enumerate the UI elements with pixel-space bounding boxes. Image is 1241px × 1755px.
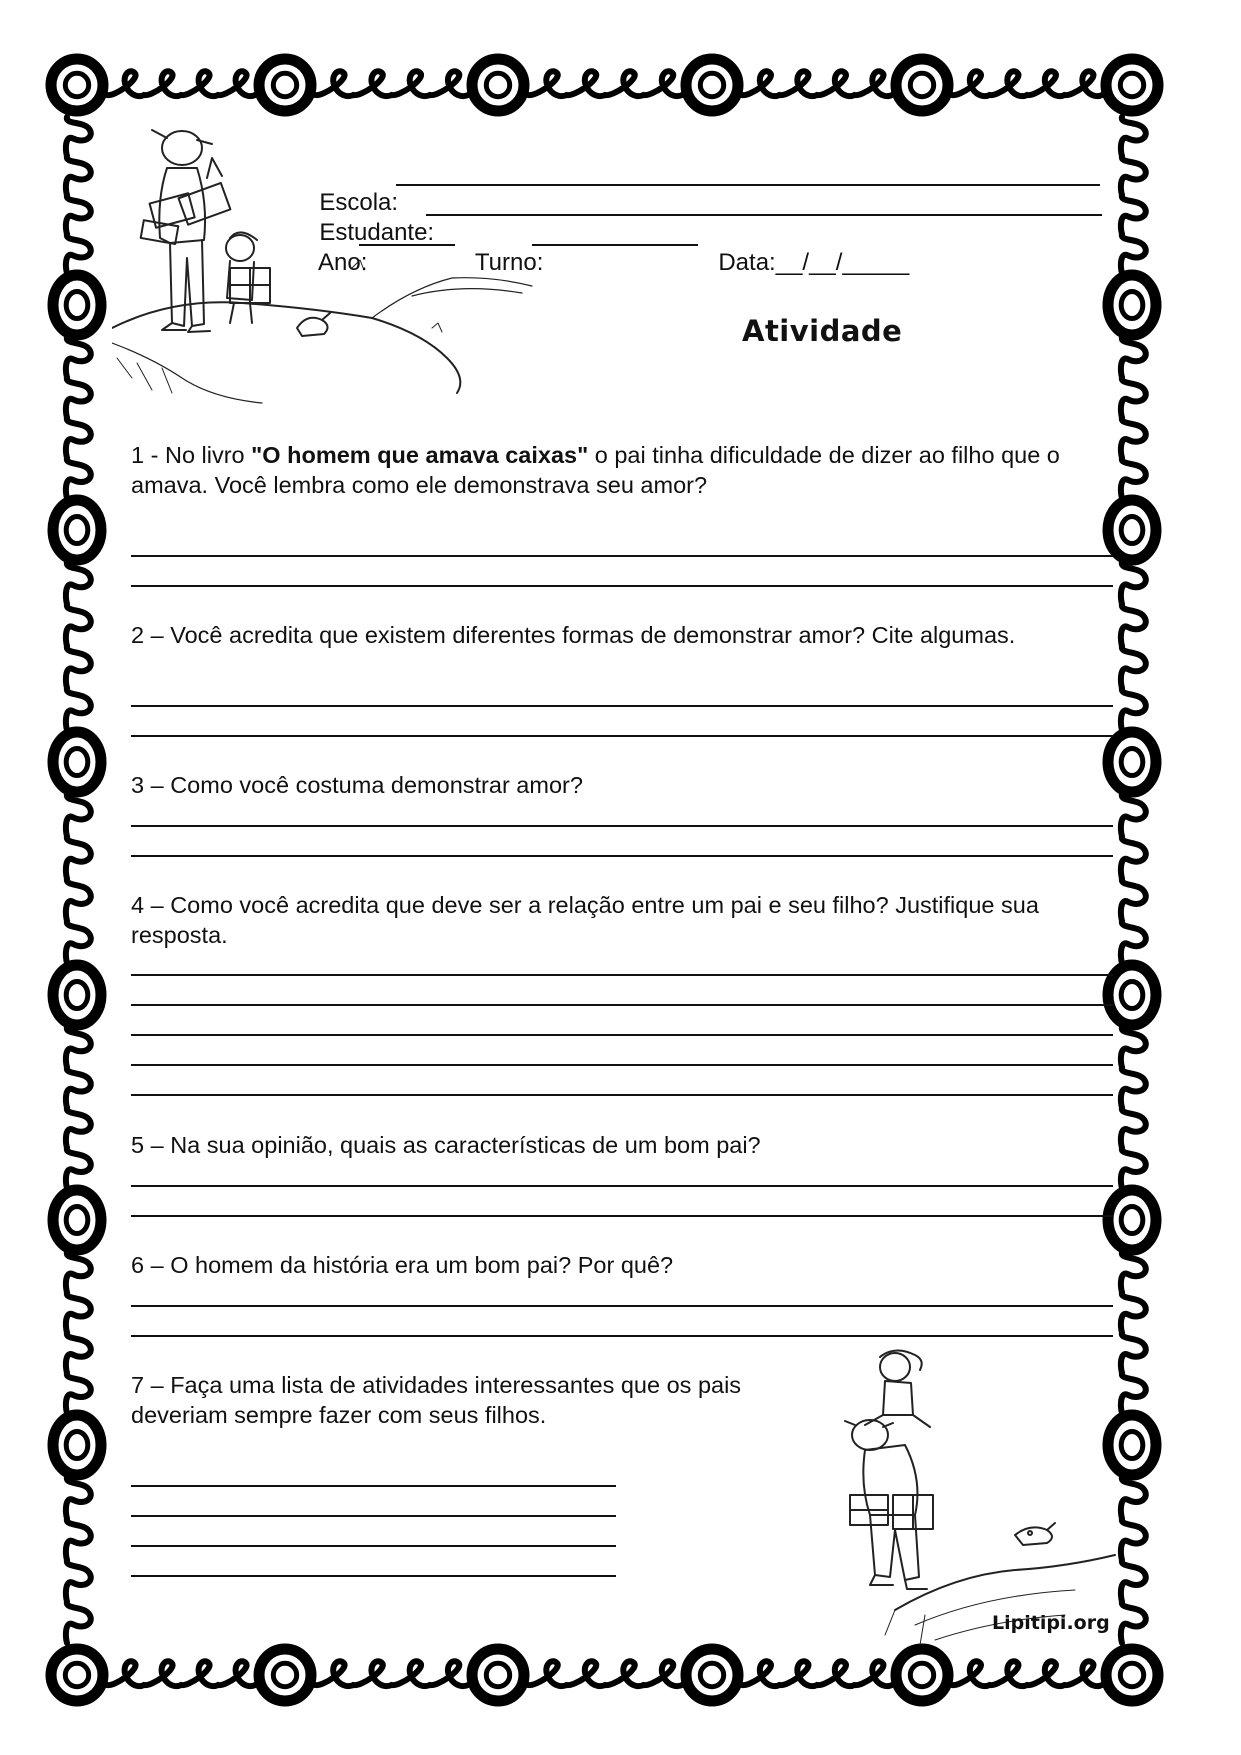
answer-line-7a[interactable] [131, 1485, 616, 1487]
border-loops [1121, 562, 1146, 730]
border-ring [53, 1415, 101, 1475]
answer-line-2a[interactable] [131, 705, 1113, 707]
border-loops [66, 1027, 91, 1188]
question-1-text-before: No livro [164, 442, 252, 468]
student-field[interactable] [426, 214, 1102, 216]
border-ring [53, 965, 101, 1025]
border-loops [315, 71, 468, 96]
question-5: 5 – Na sua opinião, quais as características de um bom pai? [131, 1132, 761, 1158]
border-ring [686, 59, 738, 111]
border-ring [51, 59, 103, 111]
answer-line-4c[interactable] [131, 1034, 1113, 1036]
border-loops [742, 71, 892, 96]
question-7: 7 – Faça uma lista de atividades interessantes que os pais deveriam sempre fazer com seus filhos. [131, 1372, 742, 1428]
border-loops [66, 1477, 91, 1643]
answer-line-5a[interactable] [131, 1185, 1113, 1187]
border-ring [472, 59, 524, 111]
border-loops [66, 562, 91, 730]
border-ring [686, 1649, 738, 1701]
border-loops [66, 117, 91, 273]
border-ring [896, 1649, 948, 1701]
border-loops [66, 1252, 91, 1413]
question-1-text-after: o pai tinha dificuldade de dizer ao filho que o amava. Você lembra como ele demonstrava seu amor? [131, 442, 1060, 498]
answer-line-3a[interactable] [131, 825, 1113, 827]
border-ring [1108, 275, 1156, 335]
border-ring [1108, 1190, 1156, 1250]
border-ring [53, 275, 101, 335]
question-4: 4 – Como você acredita que deve ser a relação entre um pai e seu filho? Justifique sua resposta. [131, 892, 1039, 948]
question-2: 2 – Você acredita que existem diferentes formas de demonstrar amor? Cite algumas. [131, 622, 1016, 648]
border-loops [528, 1661, 682, 1686]
answer-line-7b[interactable] [131, 1515, 616, 1517]
border-ring [53, 732, 101, 792]
date-field[interactable]: __/__/_____ [775, 249, 910, 276]
border-ring [1108, 965, 1156, 1025]
border-loops [66, 337, 91, 498]
border-ring [259, 59, 311, 111]
border-ring [1106, 59, 1158, 111]
question-6: 6 – O homem da história era um bom pai? Por quê? [131, 1252, 674, 1278]
border-loops [952, 1661, 1102, 1686]
school-label: Escola: [319, 189, 399, 216]
shift-field[interactable] [532, 244, 698, 246]
answer-line-3b[interactable] [131, 855, 1113, 857]
answer-line-4b[interactable] [131, 1004, 1113, 1006]
answer-line-4a[interactable] [131, 974, 1113, 976]
border-ring [896, 59, 948, 111]
answer-line-7d[interactable] [131, 1575, 616, 1577]
answer-line-6b[interactable] [131, 1335, 1113, 1337]
answer-line-5b[interactable] [131, 1215, 1113, 1217]
border-ring [51, 1649, 103, 1701]
answer-line-1b[interactable] [131, 585, 1113, 587]
question-1 [131, 440, 1121, 500]
border-loops [66, 794, 91, 963]
answer-line-1a[interactable] [131, 555, 1113, 557]
student-label: Estudante: [319, 219, 435, 246]
border-loops [1121, 1027, 1146, 1188]
border-ring [53, 500, 101, 560]
answer-line-7c[interactable] [131, 1545, 616, 1547]
border-ring [1108, 500, 1156, 560]
border-loops [107, 71, 255, 96]
answer-line-4e[interactable] [131, 1094, 1113, 1096]
border-loops [315, 1661, 468, 1686]
page-title: Atividade [742, 314, 903, 348]
date-label: Data: [718, 249, 776, 276]
border-ring [259, 1649, 311, 1701]
border-loops [952, 71, 1102, 96]
man-carrying-child-illustration [835, 1345, 1125, 1655]
question-3: 3 – Como você costuma demonstrar amor? [131, 772, 583, 798]
border-loops [1121, 117, 1146, 273]
answer-line-6a[interactable] [131, 1305, 1113, 1307]
credit-text: Lipitipi.org [992, 1612, 1110, 1634]
border-loops [1121, 337, 1146, 498]
year-label: Ano: [318, 249, 368, 276]
shift-label: Turno: [474, 249, 544, 276]
border-loops [528, 71, 682, 96]
answer-line-4d[interactable] [131, 1064, 1113, 1066]
answer-line-2b[interactable] [131, 735, 1113, 737]
border-ring [472, 1649, 524, 1701]
border-loops [1121, 794, 1146, 963]
border-ring [1106, 1649, 1158, 1701]
book-title: "O homem que amava caixas" [251, 442, 589, 468]
border-loops [742, 1661, 892, 1686]
border-ring [53, 1190, 101, 1250]
school-field[interactable] [396, 184, 1100, 186]
border-loops [107, 1661, 255, 1686]
year-field[interactable] [359, 244, 455, 246]
question-1-number: 1 - [131, 442, 165, 468]
